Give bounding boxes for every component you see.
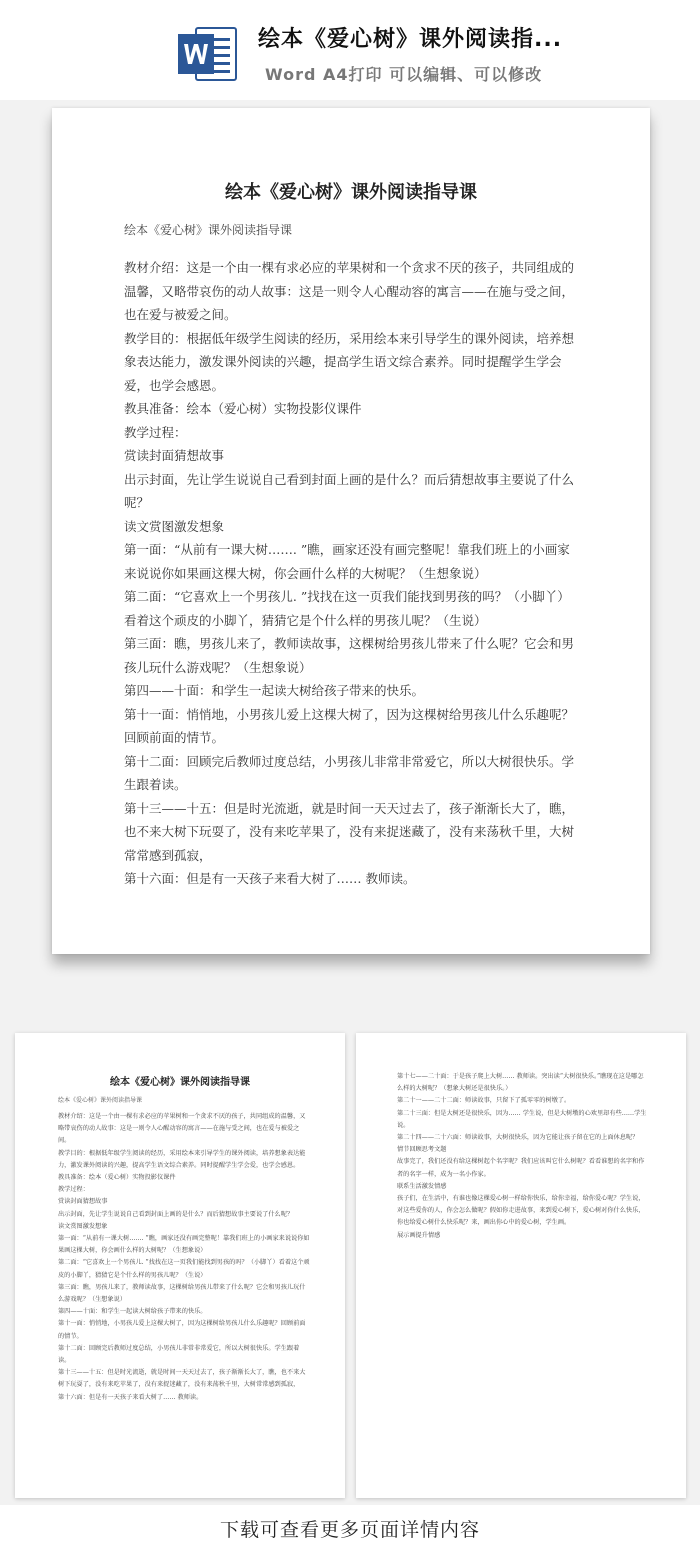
thumbnail-paragraph: 情节回顾思考文题: [397, 1146, 447, 1154]
header-title: 绘本《爱心树》课外阅读指...: [258, 27, 563, 52]
paragraph: 第四——十面：和学生一起读大树给孩子带来的快乐。: [124, 683, 425, 698]
page-thumbnail-1[interactable]: [15, 1033, 345, 1498]
thumbnail-paragraph: 展示画提升情感: [397, 1231, 441, 1239]
thumbnail-subtitle: 绘本《爱心树》课外阅读指导课: [58, 1097, 143, 1104]
document-subtitle: 绘本《爱心树》课外阅读指导课: [124, 223, 293, 237]
footer-banner: [0, 1505, 700, 1557]
paragraph: 第一面：“从前有一课大树……. ”瞧，画家还没有画完整呢！靠我们班上的小画家来说说你如果画这棵大树，你会画什么样的大树呢？（生想象说）: [124, 542, 570, 581]
thumbnail-paragraph: 故事完了，我们还没有给这棵树起个名字呢？我们应该叫它什么树呢？看看谁想的名字和作者的名字一样，成为一名小作家。: [397, 1158, 645, 1178]
thumbnail-body: [58, 1111, 310, 1404]
thumbnail-paragraph: 孩子们，在生活中，有谁也像这棵爱心树一样给你快乐，给你幸福，给你爱心呢？学生说，对这些爱你的人，你会怎么做呢？假如你走进故事，来到爱心树下，爱心树对你什么快乐，你也给爱心树什么快乐呢？来，画出你心中的爱心树，学生画。: [397, 1195, 645, 1227]
thumbnail-paragraph: 第十七——二十面：于是孩子爬上大树…… 教师读。突出读“大树很快乐。”瞧现在这是哪怎么样的大树呢？（想象大树还是很快乐。）: [397, 1073, 644, 1093]
paragraph: 教学过程：: [124, 424, 187, 440]
thumbnail-paragraph: 第二面：“它喜欢上一个男孩儿. ”找找在这一页我们能找到男孩的吗？（小脚丫）看着这个顽皮的小脚丫，猜猜它是个什么样的男孩儿呢？（生说）: [58, 1259, 310, 1279]
document-body: [124, 256, 582, 891]
paragraph: 教学目的：根据低年级学生阅读的经历，采用绘本来引导学生的课外阅读，培养想象表达能力，激发课外阅读的兴趣，提高学生语文综合素养。同时提醒学生学会爱，也学会感恩。: [124, 330, 575, 393]
paragraph: 第三面：瞧，男孩儿来了，教师读故事，这棵树给男孩儿带来了什么呢？它会和男孩儿玩什么游戏呢？（生想象说）: [124, 636, 575, 675]
paragraph: 出示封面，先让学生说说自己看到封面上画的是什么？而后猜想故事主要说了什么呢？: [124, 471, 575, 510]
thumbnail-paragraph: 第十二面：回顾完后教师过度总结，小男孩儿非常非常爱它，所以大树很快乐。学生跟着读。: [58, 1344, 300, 1365]
thumbnail-paragraph: 第三面：瞧，男孩儿来了，教师读故事，这棵树给男孩儿带来了什么呢？它会和男孩儿玩什么游戏呢？（生想象说）: [58, 1283, 306, 1304]
paragraph: 第十六面：但是有一天孩子来看大树了…… 教师读。: [124, 871, 416, 886]
thumbnail-paragraph: 联系生活激发情感: [397, 1182, 447, 1190]
thumbnail-paragraph: 读文赏图激发想象: [58, 1222, 108, 1230]
thumbnail-paragraph: 第一面：“从前有一课大树……. ”瞧，画家还没有画完整呢！靠我们班上的小画家来说说你如果画这棵大树，你会画什么样的大树呢？（生想象说）: [58, 1235, 310, 1255]
download-more-link[interactable]: 下载可查看更多页面详情内容: [219, 1519, 480, 1541]
thumbnail-paragraph: 第二十四——二十六面：师读故事，大树很快乐，因为它能让孩子留在它的上面休息呢？: [397, 1134, 639, 1142]
section-divider: [0, 985, 700, 1015]
paragraph: 赏读封面猜想故事: [124, 448, 225, 463]
paragraph: 教材介绍：这是一个由一棵有求必应的苹果树和一个贪求不厌的孩子，共同组成的温馨，又略带哀伤的动人故事：这是一则令人心醒动容的寓言——在施与受之间，也在爱与被爱之间。: [124, 260, 575, 322]
thumbnail-paragraph: 第二十一——二十二面：师读故事，只留下了孤零零的树墩了。: [397, 1097, 571, 1105]
thumbnail-paragraph: 教具准备：绘本（爱心树）实物投影仪课件: [58, 1174, 176, 1182]
document-page: [52, 108, 650, 954]
paragraph: 第十一面：悄悄地，小男孩儿爱上这棵大树了，因为这棵树给男孩儿什么乐趣呢？回顾前面的情节。: [124, 706, 575, 745]
thumbnail-paragraph: 第十三——十五：但是时光流逝，就是时间一天天过去了，孩子渐渐长大了，瞧，也不来大树下玩耍了，没有来吃苹果了，没有来捉迷藏了，没有来荡秋千里，大树常常感到孤寂，: [58, 1369, 306, 1389]
thumbnail-paragraph: 教学目的：根据低年级学生阅读的经历，采用绘本来引导学生的课外阅读，培养想象表达能力，激发课外阅读的兴趣，提高学生语文综合素养。同时提醒学生学会爱，也学会感恩。: [58, 1149, 306, 1169]
thumbnail-paragraph: 第四——十面：和学生一起读大树给孩子带来的快乐。: [58, 1308, 207, 1316]
thumbnail-title: 绘本《爱心树》课外阅读指导课: [110, 1077, 250, 1088]
thumbnail-body: [397, 1071, 649, 1242]
paragraph: 第十三——十五：但是时光流逝，就是时间一天天过去了，孩子渐渐长大了，瞧，也不来大树下玩耍了，没有来吃苹果了，没有来捉迷藏了，没有来荡秋千里，大树常常感到孤寂，: [124, 800, 575, 863]
thumbnail-paragraph: 教学过程：: [58, 1186, 89, 1194]
thumbnail-paragraph: 第十一面：悄悄地，小男孩儿爱上这棵大树了，因为这棵树给男孩儿什么乐趣呢？回顾前面的情节。: [58, 1320, 306, 1340]
header-subtitle: Word A4打印 可以编辑、可以修改: [265, 65, 543, 84]
thumbnail-paragraph: 赏读封面猜想故事: [58, 1198, 108, 1206]
thumbnail-paragraph: 第二十三面：但是大树还是很快乐，因为…… 学生说，但是大树墩的心欢里却有些……学生说。: [397, 1109, 647, 1129]
paragraph: 第二面：“它喜欢上一个男孩儿. ”找找在这一页我们能找到男孩的吗？（小脚丫）看着这个顽皮的小脚丫，猜猜它是个什么样的男孩儿呢？（生说）: [124, 589, 570, 628]
thumbnail-paragraph: 教材介绍：这是一个由一棵有求必应的苹果树和一个贪求不厌的孩子，共同组成的温馨，又略带哀伤的动人故事：这是一则令人心醒动容的寓言——在施与受之间，也在爱与被爱之间。: [58, 1113, 306, 1145]
thumbnail-paragraph: 第十六面：但是有一天孩子来看大树了…… 教师读。: [58, 1393, 203, 1401]
document-title: 绘本《爱心树》课外阅读指导课: [225, 182, 477, 203]
paragraph: 教具准备：绘本（爱心树）实物投影仪课件: [124, 401, 362, 416]
word-document-icon: [176, 22, 240, 86]
paragraph: 读文赏图激发想象: [124, 518, 225, 534]
thumbnail-paragraph: 出示封面，先让学生说说自己看到封面上画的是什么？而后猜想故事主要说了什么呢？: [58, 1210, 294, 1218]
header-banner: [0, 0, 700, 100]
page-thumbnail-2[interactable]: [356, 1033, 686, 1498]
paragraph: 第十二面：回顾完后教师过度总结，小男孩儿非常非常爱它，所以大树很快乐。学生跟着读。: [124, 753, 575, 792]
